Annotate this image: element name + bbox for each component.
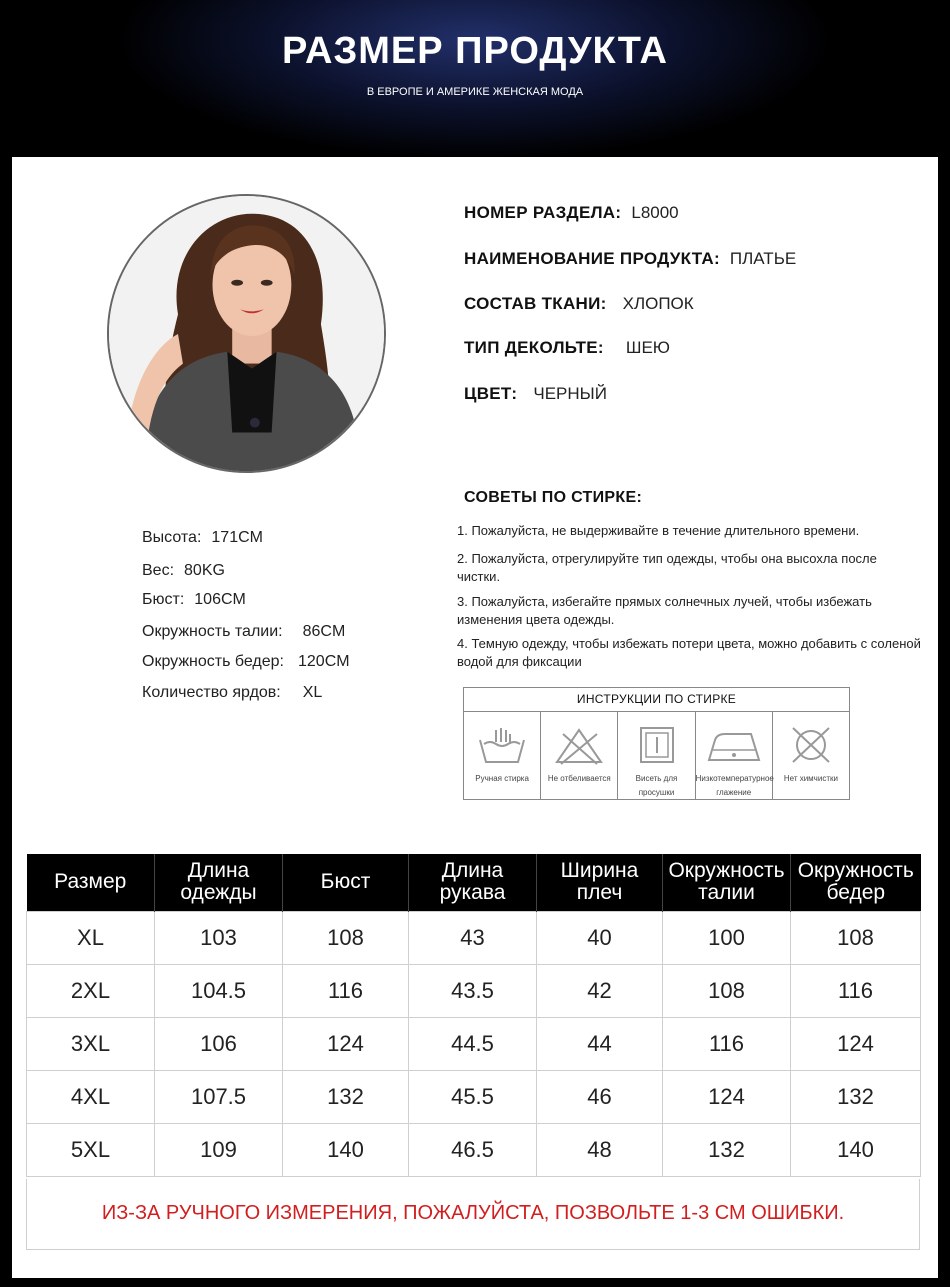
table-row: 5XL 109 140 46.5 48 132 140 — [27, 1123, 921, 1176]
spec-article-number: НОМЕР РАЗДЕЛА: L8000 — [464, 203, 679, 222]
care-hang-dry — [618, 712, 695, 799]
care-no-dry-clean — [773, 712, 849, 799]
header-size: Размер — [27, 854, 155, 911]
table-row: 2XL 104.5 116 43.5 42 108 116 — [27, 964, 921, 1017]
header-length: Длина одежды — [155, 854, 283, 911]
header-bust: Бюст — [283, 854, 409, 911]
header-sleeve: Длина рукава — [409, 854, 537, 911]
care-hand-wash — [464, 712, 541, 799]
model-hips: Окружность бедер: 120CM — [142, 653, 350, 670]
care-label: Низкотемпературное глажение — [695, 774, 774, 797]
care-no-bleach — [541, 712, 618, 799]
washing-tip: 2. Пожалуйста, отрегулируйте тип одежды, чтобы она высохла после чистки. — [457, 551, 877, 584]
size-chart-table — [26, 854, 921, 1177]
hang-dry-icon — [631, 726, 683, 766]
low-iron-icon — [705, 726, 763, 766]
table-row: 4XL 107.5 132 45.5 46 124 132 — [27, 1070, 921, 1123]
page-header — [0, 0, 950, 157]
measurement-error-note: ИЗ-ЗА РУЧНОГО ИЗМЕРЕНИЯ, ПОЖАЛУЙСТА, ПОЗВОЛЬТЕ 1-3 СМ ОШИБКИ. — [26, 1179, 920, 1250]
care-low-iron — [696, 712, 773, 799]
care-label: Не отбеливается — [547, 774, 611, 783]
model-waist: Окружность талии: 86CM — [142, 623, 346, 640]
care-label: Ручная стирка — [475, 774, 529, 783]
page-title: РАЗМЕР ПРОДУКТА — [282, 30, 668, 72]
table-row: XL 103 108 43 40 100 108 — [27, 911, 921, 964]
washing-tip: 1. Пожалуйста, не выдерживайте в течение длительного времени. — [457, 523, 860, 538]
model-size: Количество ярдов: XL — [142, 684, 323, 701]
model-height: Высота: 171CM — [142, 529, 263, 546]
header-shoulder: Ширина плеч — [537, 854, 663, 911]
care-label: Висеть для просушки — [635, 774, 678, 797]
care-instructions-title: ИНСТРУКЦИИ ПО СТИРКЕ — [464, 688, 849, 712]
model-weight: Вес: 80KG — [142, 562, 225, 579]
hand-wash-icon — [476, 726, 528, 766]
spec-product-name: НАИМЕНОВАНИЕ ПРОДУКТА: ПЛАТЬЕ — [464, 249, 797, 268]
model-bust: Бюст: 106CM — [142, 591, 246, 608]
washing-tips-title: СОВЕТЫ ПО СТИРКЕ: — [464, 489, 643, 506]
model-photo — [107, 194, 386, 473]
no-dry-clean-icon — [785, 726, 837, 766]
content-panel — [12, 157, 938, 1278]
spec-fabric: СОСТАВ ТКАНИ: ХЛОПОК — [464, 294, 694, 313]
table-row: 3XL 106 124 44.5 44 116 124 — [27, 1017, 921, 1070]
care-instructions — [463, 687, 850, 800]
page-subtitle: В ЕВРОПЕ И АМЕРИКЕ ЖЕНСКАЯ МОДА — [366, 86, 584, 98]
spec-neckline: ТИП ДЕКОЛЬТЕ: ШЕЮ — [464, 338, 670, 357]
spec-color: ЦВЕТ: ЧЕРНЫЙ — [464, 384, 607, 403]
no-bleach-icon — [553, 726, 605, 766]
size-table-header — [27, 854, 921, 911]
header-hips: Окружность бедер — [791, 854, 921, 911]
washing-tip: 4. Темную одежду, чтобы избежать потери цвета, можно добавить с соленой водой для фиксации — [457, 636, 921, 669]
care-label: Нет химчистки — [783, 774, 838, 783]
header-waist: Окружность талии — [663, 854, 791, 911]
model-portrait-illustration — [109, 196, 384, 471]
washing-tip: 3. Пожалуйста, избегайте прямых солнечных лучей, чтобы избежать изменения цвета одежды. — [457, 594, 872, 627]
